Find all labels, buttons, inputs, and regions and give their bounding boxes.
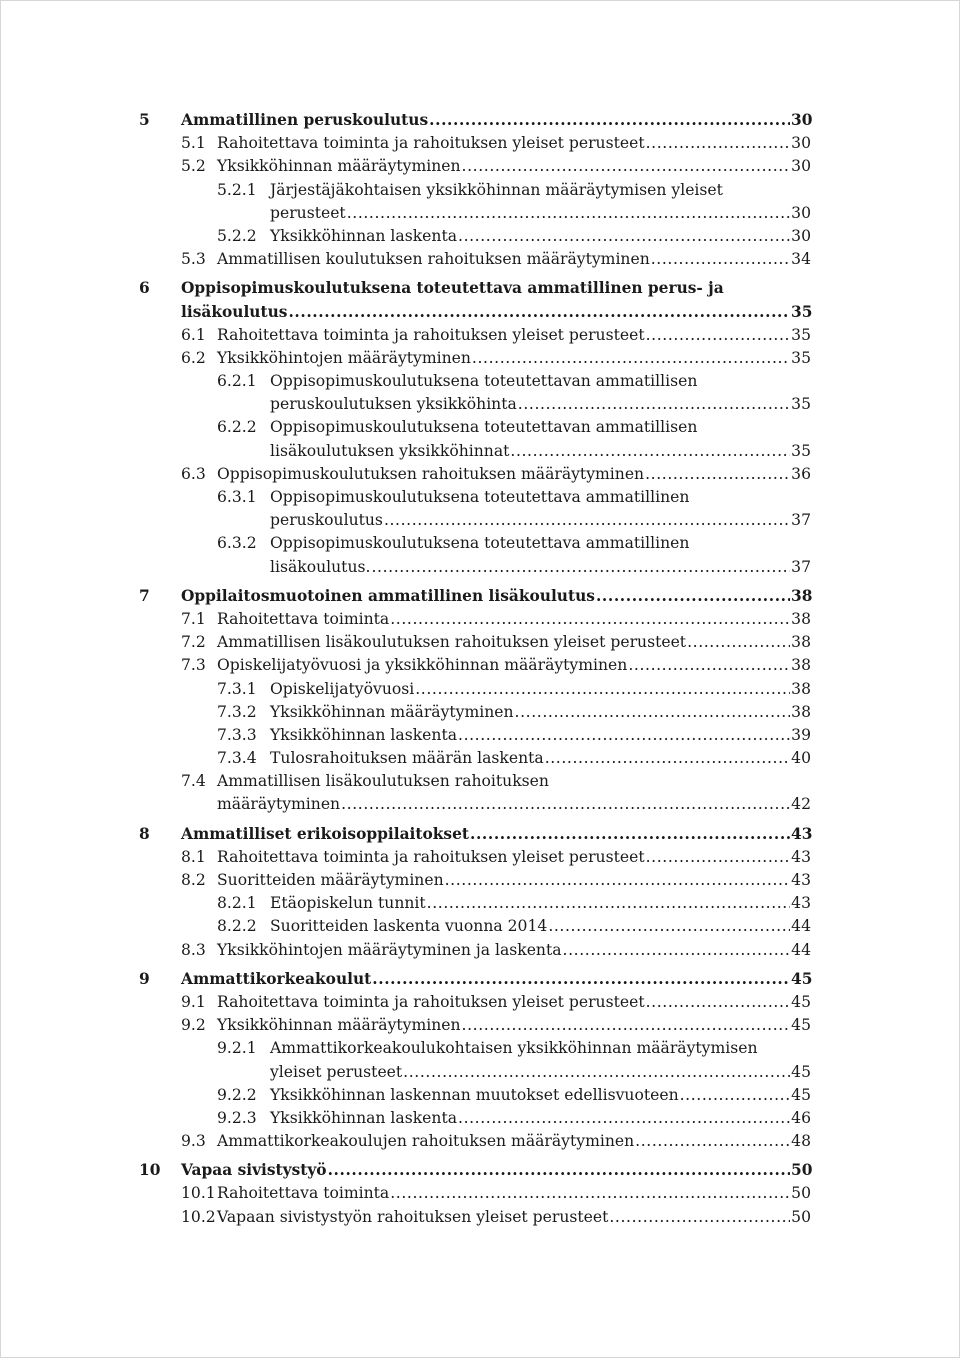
toc-section-number: 9: [139, 969, 150, 988]
toc-title: Rahoitettava toiminta ja rahoituksen yleiset perusteet: [217, 847, 645, 866]
toc-section-number: 10: [139, 1161, 161, 1180]
toc-page-number: 38: [791, 656, 811, 675]
table-of-contents: [139, 109, 811, 1229]
toc-chapter-entry[interactable]: [139, 1159, 811, 1182]
toc-page-number: 38: [791, 633, 811, 652]
toc-entry[interactable]: [139, 654, 811, 677]
toc-entry[interactable]: [139, 1037, 811, 1060]
toc-leader-dots: [390, 1182, 790, 1205]
toc-entry[interactable]: [139, 509, 811, 532]
toc-title: Ammatillinen peruskoulutus: [181, 111, 429, 129]
toc-entry[interactable]: [139, 608, 811, 631]
toc-title: peruskoulutuksen yksikköhinta: [270, 395, 517, 414]
toc-entry[interactable]: [139, 1107, 811, 1130]
toc-section-number: 9.2.2: [217, 1085, 257, 1104]
toc-entry[interactable]: [139, 416, 811, 439]
toc-leader-dots: [458, 1107, 790, 1130]
toc-page-number: 38: [791, 586, 813, 605]
toc-leader-dots: [462, 1014, 790, 1037]
toc-entry[interactable]: [139, 846, 811, 869]
toc-leader-dots: [445, 869, 790, 892]
toc-section-number: 6.2: [181, 348, 206, 367]
toc-entry[interactable]: [139, 1206, 811, 1229]
toc-section-number: 9.2.3: [217, 1108, 257, 1127]
toc-page-number: 39: [791, 725, 811, 744]
toc-leader-dots: [628, 654, 790, 677]
toc-title: Opiskelijatyövuosi: [270, 679, 415, 698]
toc-section-number: 8: [139, 824, 150, 843]
toc-title: Oppilaitosmuotoinen ammatillinen lisäkoulutus: [181, 586, 595, 605]
toc-title: Ammatilliset erikoisoppilaitokset: [181, 824, 469, 843]
toc-entry[interactable]: [139, 631, 811, 654]
toc-title: perusteet: [270, 203, 346, 222]
toc-leader-dots: [415, 678, 790, 701]
toc-leader-dots: [458, 724, 790, 747]
toc-section-number: 8.2.1: [217, 894, 257, 913]
toc-entry[interactable]: [139, 770, 811, 793]
toc-leader-dots: [510, 440, 790, 463]
toc-title: Oppisopimuskoulutuksena toteutettava ammatillinen perus- ja: [181, 279, 724, 298]
toc-leader-dots: [646, 132, 790, 155]
toc-title: Yksikköhinnan laskenta: [270, 1108, 458, 1127]
toc-title: Ammatillisen lisäkoulutuksen rahoituksen: [217, 772, 549, 791]
toc-page-number: 30: [791, 226, 811, 245]
toc-section-number: 8.3: [181, 940, 206, 959]
toc-section-number: 7.3.1: [217, 679, 257, 698]
toc-section-number: 6.3.2: [217, 534, 257, 553]
toc-section-number: 5: [139, 111, 150, 129]
toc-title: Oppisopimuskoulutuksena toteutettavan ammatillisen: [270, 418, 698, 437]
toc-title: Yksikköhinnan määräytyminen: [270, 702, 514, 721]
toc-title: Etäopiskelun tunnit: [270, 894, 426, 913]
toc-page-number: 37: [791, 511, 811, 530]
toc-page-number: 43: [791, 847, 811, 866]
toc-page-number: 30: [791, 203, 811, 222]
toc-entry[interactable]: [139, 556, 811, 579]
toc-leader-dots: [390, 608, 790, 631]
toc-leader-dots: [462, 155, 790, 178]
toc-entry[interactable]: [139, 991, 811, 1014]
toc-section-number: 7.3.2: [217, 702, 257, 721]
toc-chapter-entry[interactable]: [139, 301, 811, 324]
toc-leader-dots: [646, 324, 790, 347]
toc-section-number: 7.1: [181, 609, 206, 628]
toc-leader-dots: [651, 248, 790, 271]
toc-leader-dots: [563, 939, 790, 962]
toc-entry[interactable]: [139, 678, 811, 701]
toc-leader-dots: [372, 968, 790, 991]
toc-title: määräytyminen: [217, 795, 341, 814]
toc-leader-dots: [384, 509, 790, 532]
toc-leader-dots: [470, 823, 790, 846]
toc-page-number: 48: [791, 1132, 811, 1151]
toc-title: Yksikköhinnan laskenta: [270, 725, 458, 744]
toc-leader-dots: [545, 747, 790, 770]
toc-page-number: 45: [791, 992, 811, 1011]
toc-entry[interactable]: [139, 1061, 811, 1084]
toc-leader-dots: [635, 1130, 790, 1153]
toc-leader-dots: [646, 991, 790, 1014]
toc-section-number: 9.3: [181, 1132, 206, 1151]
toc-title: Rahoitettava toiminta: [217, 1184, 390, 1203]
toc-page-number: 43: [791, 894, 811, 913]
toc-section-number: 7.3.3: [217, 725, 257, 744]
toc-title: Järjestäjäkohtaisen yksikköhinnan määräytymisen yleiset: [270, 180, 723, 199]
toc-section-number: 6.3.1: [217, 488, 257, 506]
toc-leader-dots: [341, 793, 790, 816]
toc-page-number: 42: [791, 795, 811, 814]
toc-leader-dots: [371, 556, 790, 579]
toc-title: Ammattikorkeakoulukohtaisen yksikköhinnan määräytymisen: [270, 1039, 758, 1058]
toc-page-number: 35: [791, 302, 813, 321]
toc-page-number: 45: [791, 1062, 811, 1081]
toc-page-number: 38: [791, 702, 811, 721]
toc-leader-dots: [472, 347, 790, 370]
toc-title: Suoritteiden laskenta vuonna 2014: [270, 917, 548, 936]
toc-page-number: 43: [791, 871, 811, 889]
toc-page-number: 34: [791, 250, 811, 269]
toc-entry[interactable]: [139, 1014, 811, 1037]
toc-entry[interactable]: [139, 347, 811, 370]
toc-entry[interactable]: [139, 747, 811, 770]
toc-title: Rahoitettava toiminta ja rahoituksen yleiset perusteet: [217, 325, 645, 344]
toc-leader-dots: [518, 393, 790, 416]
toc-section-number: 5.2.1: [217, 180, 257, 199]
toc-entry[interactable]: [139, 202, 811, 225]
toc-entry[interactable]: [139, 179, 811, 202]
toc-entry[interactable]: [139, 324, 811, 347]
toc-entry[interactable]: [139, 532, 811, 555]
toc-section-number: 7: [139, 586, 150, 605]
toc-section-number: 9.1: [181, 992, 206, 1011]
toc-section-number: 8.1: [181, 847, 206, 866]
toc-entry[interactable]: [139, 869, 811, 892]
toc-page-number: 43: [791, 824, 813, 843]
toc-title: lisäkoulutus.: [270, 557, 371, 576]
toc-title: Yksikköhintojen määräytyminen ja laskenta: [217, 940, 562, 959]
toc-section-number: 6: [139, 279, 150, 298]
toc-title: Tulosrahoituksen määrän laskenta: [270, 749, 544, 768]
toc-section-number: 7.2: [181, 633, 206, 652]
toc-leader-dots: [596, 585, 790, 608]
toc-entry[interactable]: [139, 463, 811, 486]
toc-page-number: 35: [791, 348, 811, 367]
toc-title: Yksikköhinnan määräytyminen: [217, 157, 461, 176]
toc-entry[interactable]: [139, 486, 811, 509]
toc-entry[interactable]: [139, 225, 811, 248]
toc-title: Vapaa sivistystyö: [181, 1161, 327, 1180]
toc-page-number: 50: [791, 1184, 811, 1203]
toc-leader-dots: [458, 225, 790, 248]
toc-section-number: 9.2: [181, 1016, 206, 1035]
toc-leader-dots: [609, 1206, 790, 1229]
toc-page-number: 35: [791, 395, 811, 414]
toc-title: Oppisopimuskoulutuksen rahoituksen määräytyminen: [217, 464, 645, 483]
toc-title: Ammatillisen lisäkoulutuksen rahoituksen yleiset perusteet: [217, 633, 687, 652]
toc-page-number: 44: [791, 917, 811, 936]
toc-section-number: 6.3: [181, 464, 206, 483]
toc-section-number: 7.3: [181, 656, 206, 675]
toc-page-number: 44: [791, 940, 811, 959]
toc-leader-dots: [328, 1159, 790, 1182]
toc-entry[interactable]: [139, 892, 811, 915]
toc-leader-dots: [515, 701, 790, 724]
toc-entry[interactable]: [139, 393, 811, 416]
toc-chapter-entry[interactable]: [139, 277, 811, 300]
toc-chapter-entry[interactable]: [139, 823, 811, 846]
toc-entry[interactable]: [139, 1084, 811, 1107]
toc-entry[interactable]: [139, 248, 811, 271]
toc-page-number: 45: [791, 1016, 811, 1035]
toc-entry[interactable]: [139, 155, 811, 178]
toc-entry[interactable]: [139, 1182, 811, 1205]
toc-title: Yksikköhinnan laskennan muutokset edellisvuoteen: [270, 1085, 679, 1104]
toc-leader-dots: [347, 202, 790, 225]
toc-title: yleiset perusteet: [270, 1062, 403, 1081]
toc-page-number: 40: [791, 749, 811, 768]
toc-title: Rahoitettava toiminta ja rahoituksen yleiset perusteet: [217, 134, 645, 153]
toc-section-number: 6.1: [181, 325, 206, 344]
toc-page-number: 50: [791, 1207, 811, 1226]
toc-page-number: 45: [791, 1085, 811, 1104]
toc-leader-dots: [288, 301, 790, 324]
toc-section-number: 10.2: [181, 1207, 216, 1226]
toc-page-number: 37: [791, 557, 811, 576]
toc-section-number: 9.2.1: [217, 1039, 257, 1058]
toc-entry[interactable]: [139, 793, 811, 816]
toc-page-number: 35: [791, 325, 811, 344]
toc-section-number: 6.2.1: [217, 372, 257, 391]
toc-title: Oppisopimuskoulutuksena toteutettava ammatillinen: [270, 534, 690, 553]
toc-page-number: 38: [791, 679, 811, 698]
toc-title: Yksikköhinnan määräytyminen: [217, 1016, 461, 1035]
toc-title: Yksikköhintojen määräytyminen: [217, 348, 471, 367]
toc-section-number: 7.4: [181, 772, 206, 791]
toc-page-number: 30: [791, 111, 813, 129]
toc-title: Yksikköhinnan laskenta: [270, 226, 458, 245]
toc-section-number: 8.2: [181, 871, 206, 889]
toc-section-number: 7.3.4: [217, 749, 257, 768]
toc-entry[interactable]: [139, 440, 811, 463]
toc-entry[interactable]: [139, 132, 811, 155]
toc-entry[interactable]: [139, 939, 811, 962]
toc-chapter-entry[interactable]: [139, 109, 811, 132]
toc-page-number: 50: [791, 1161, 813, 1180]
toc-entry[interactable]: [139, 701, 811, 724]
toc-section-number: 10.1: [181, 1184, 216, 1203]
toc-entry[interactable]: [139, 370, 811, 393]
toc-leader-dots: [403, 1061, 790, 1084]
toc-chapter-entry[interactable]: [139, 968, 811, 991]
toc-title: lisäkoulutus: [181, 302, 288, 321]
toc-entry[interactable]: [139, 915, 811, 938]
toc-title: Opiskelijatyövuosi ja yksikköhinnan määräytyminen: [217, 656, 628, 675]
toc-page-number: 30: [791, 134, 811, 153]
toc-title: Oppisopimuskoulutuksena toteutettavan ammatillisen: [270, 372, 698, 391]
toc-title: Ammattikorkeakoulujen rahoituksen määräytyminen: [217, 1132, 635, 1151]
toc-leader-dots: [427, 892, 790, 915]
toc-section-number: 5.2.2: [217, 226, 257, 245]
toc-page-number: 35: [791, 441, 811, 460]
toc-entry[interactable]: [139, 724, 811, 747]
toc-title: Rahoitettava toiminta ja rahoituksen yleiset perusteet: [217, 992, 645, 1011]
toc-leader-dots: [548, 915, 790, 938]
toc-title: Rahoitettava toiminta: [217, 609, 390, 628]
toc-leader-dots: [687, 631, 790, 654]
toc-leader-dots: [645, 463, 790, 486]
toc-page-number: 30: [791, 157, 811, 176]
toc-chapter-entry[interactable]: [139, 585, 811, 608]
toc-page-number: 38: [791, 609, 811, 628]
toc-section-number: 8.2.2: [217, 917, 257, 936]
toc-section-number: 6.2.2: [217, 418, 257, 437]
toc-section-number: 5.3: [181, 250, 206, 269]
toc-leader-dots: [646, 846, 790, 869]
toc-leader-dots: [680, 1084, 790, 1107]
toc-page-number: 46: [791, 1108, 811, 1127]
toc-title: peruskoulutus: [270, 511, 383, 530]
toc-leader-dots: [429, 109, 790, 132]
toc-title: Ammatillisen koulutuksen rahoituksen määräytyminen: [217, 250, 650, 269]
toc-section-number: 5.2: [181, 157, 206, 176]
toc-title: Vapaan sivistystyön rahoituksen yleiset perusteet: [217, 1207, 609, 1226]
toc-section-number: 5.1: [181, 134, 206, 153]
toc-page-number: 45: [791, 969, 813, 988]
toc-entry[interactable]: [139, 1130, 811, 1153]
toc-title: Suoritteiden määräytyminen: [217, 871, 444, 889]
toc-title: Oppisopimuskoulutuksena toteutettava ammatillinen: [270, 488, 690, 506]
toc-title: lisäkoulutuksen yksikköhinnat: [270, 441, 510, 460]
toc-title: Ammattikorkeakoulut: [181, 969, 372, 988]
toc-page-number: 36: [791, 464, 811, 483]
